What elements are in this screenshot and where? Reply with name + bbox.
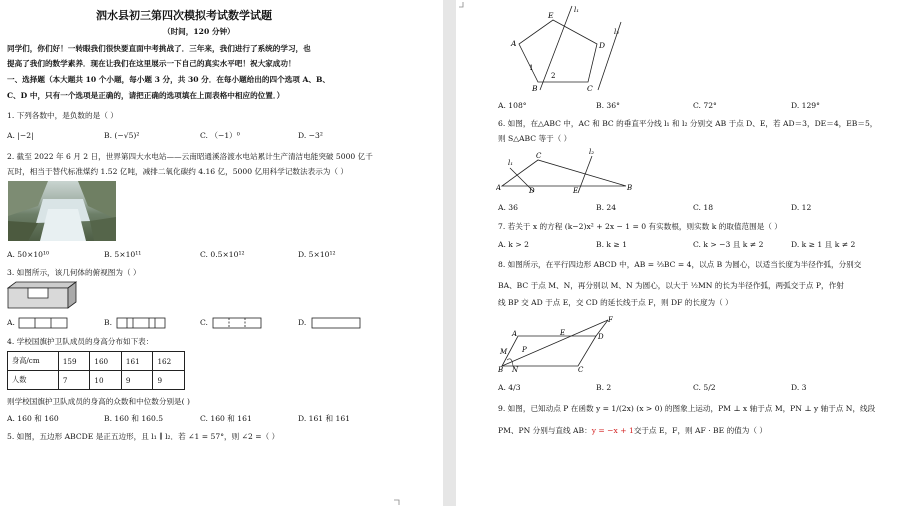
section-line-1: 一、选择题（本大题共 10 个小题，每小题 3 分，共 30 分．在每小题给出的四个选项 A、B、 <box>7 75 331 84</box>
table-cell: 身高/cm <box>8 352 59 371</box>
label-A: A <box>512 330 518 338</box>
q2-stem-line-2: 瓦时，相当于替代标准煤约 1.52 亿吨，减排二氧化碳约 4.16 亿，5000 亿用科学记数法表示为（ ） <box>7 167 348 176</box>
left-page <box>0 0 443 506</box>
q8-stem-line-2: BA、BC 于点 M、N，再分别以 M、N 为圆心，以大于 ½MN 的长为半径作弧，两弧交于点 P，作射 <box>498 281 844 290</box>
hydropower-station-photo <box>8 181 116 241</box>
q3-option-d: D. <box>298 318 307 327</box>
label-l1: l₁ <box>508 159 514 167</box>
q8-option-d: D. 3 <box>791 383 807 392</box>
q7-stem: 7. 若关于 x 的方程 (k−2)x² + 2x − 1 = 0 有实数根，则实数 k 的取值范围是（ ） <box>498 222 782 231</box>
right-page <box>456 0 900 506</box>
q2-option-c: C. 0.5×10¹² <box>200 250 245 259</box>
q1-option-c: C. （−1）⁰ <box>200 131 240 140</box>
table-cell: 10 <box>90 371 122 390</box>
q3-option-d-figure <box>311 317 363 330</box>
q4-option-b: B. 160 和 160.5 <box>104 414 164 423</box>
q3-option-b: B. <box>104 318 112 327</box>
q6-option-b: B. 24 <box>596 203 617 212</box>
label-D: D <box>529 187 535 194</box>
q9-stem-part-2: 交于点 E，F，则 AF · BE 的值为（ ） <box>633 426 767 435</box>
table-row <box>8 352 185 371</box>
q6-option-c: C. 18 <box>693 203 714 212</box>
q4-option-a: A. 160 和 160 <box>7 414 59 423</box>
label-A: A <box>511 39 517 48</box>
q7-option-d: D. k ≥ 1 且 k ≠ 2 <box>791 240 856 249</box>
q7-option-c: C. k > −3 且 k ≠ 2 <box>693 240 764 249</box>
q2-option-a: A. 50×10¹⁰ <box>7 250 50 259</box>
q3-option-b-figure <box>116 317 168 330</box>
label-E: E <box>548 11 554 20</box>
q5-option-a: A. 108° <box>498 101 527 110</box>
q5-stem: 5. 如图，五边形 ABCDE 是正五边形，且 l₁ ∥ l₂．若 ∠1 = 57°，则 ∠2 =（ ） <box>7 432 280 441</box>
table-cell: 161 <box>121 352 153 371</box>
table-cell: 人数 <box>8 371 59 390</box>
q7-option-b: B. k ≥ 1 <box>596 240 628 249</box>
q2-option-d: D. 5×10¹² <box>298 250 336 259</box>
q5-option-c: C. 72° <box>693 101 717 110</box>
label-E: E <box>560 329 566 337</box>
q3-option-c-figure <box>212 317 264 330</box>
q8-stem-line-3: 线 BP 交 AD 于点 E，交 CD 的延长线于点 F，则 DF 的长度为（ ） <box>498 298 733 307</box>
page-corner-mark <box>459 2 468 11</box>
q7-option-a: A. k > 2 <box>498 240 529 249</box>
q1-option-a: A. |−2| <box>7 131 34 140</box>
q8-parallelogram-figure <box>498 314 618 374</box>
q5-option-b: B. 36° <box>596 101 620 110</box>
label-l2: l₂ <box>589 148 595 156</box>
q4-question: 则学校国旗护卫队成员的身高的众数和中位数分别是( ) <box>7 397 190 406</box>
q6-stem-line-1: 6. 如图，在△ABC 中，AC 和 BC 的垂直平分线 l₁ 和 l₂ 分别交 AB 于点 D、E，若 AD＝3，DE＝4，EB＝5， <box>498 119 878 128</box>
label-E: E <box>573 187 579 194</box>
q5-option-d: D. 129° <box>791 101 820 110</box>
q4-option-d: D. 161 和 161 <box>298 414 351 423</box>
section-line-2: C、D 中，只有一个选项是正确的，请把正确的选项填在上面表格中相应的位置．） <box>7 91 285 100</box>
label-C: C <box>578 366 584 374</box>
q3-solid-figure <box>6 280 80 312</box>
label-l1: l₁ <box>574 6 580 14</box>
q1-option-b: B. (−√5)² <box>104 131 140 140</box>
height-table <box>7 351 185 390</box>
table-cell: 160 <box>90 352 122 371</box>
label-N: N <box>512 366 519 374</box>
label-A: A <box>496 184 502 192</box>
label-C: C <box>587 84 593 93</box>
q4-stem: 4. 学校国旗护卫队成员的身高分布如下表： <box>7 337 154 346</box>
q6-triangle-figure <box>496 146 636 194</box>
angle-label-1: 1 <box>529 64 534 72</box>
table-cell: 9 <box>121 371 153 390</box>
q9-stem-part-1: PM、PN 分别与直线 AB： <box>498 426 592 435</box>
table-row <box>8 371 185 390</box>
q3-option-c: C. <box>200 318 208 327</box>
q8-option-a: A. 4/3 <box>498 383 521 392</box>
q8-option-b: B. 2 <box>596 383 612 392</box>
label-F: F <box>608 316 613 324</box>
q2-stem-line-1: 2. 截至 2022 年 6 月 2 日，世界第四大水电站——云南昭通溪洛渡水电站累计生产清洁电能突破 5000 亿千 <box>7 152 373 161</box>
exam-title: 泗水县初三第四次模拟考试数学试题 <box>96 9 272 22</box>
q9-stem-line-1: 9. 如图，已知动点 P 在函数 y = 1/(2x) (x > 0) 的图象上运动，PM ⊥ x 轴于点 M，PN ⊥ y 轴于点 N，线段 <box>498 404 876 413</box>
dam-illustration <box>8 181 116 241</box>
q2-option-b: B. 5×10¹¹ <box>104 250 142 259</box>
label-D: D <box>599 41 606 50</box>
label-l2: l₂ <box>614 28 620 36</box>
table-cell: 159 <box>58 352 90 371</box>
table-cell: 7 <box>58 371 90 390</box>
q3-stem: 3. 如图所示，该几何体的俯视图为（ ） <box>7 268 141 277</box>
label-M: M <box>500 348 508 356</box>
label-P: P <box>522 346 527 354</box>
page-corner-mark <box>394 496 403 505</box>
q8-option-c: C. 5/2 <box>693 383 716 392</box>
q3-option-a-figure <box>18 317 70 330</box>
exam-time: （时间，120 分钟） <box>163 27 235 36</box>
label-C: C <box>536 152 542 160</box>
label-D: D <box>598 333 604 341</box>
q8-stem-line-1: 8. 如图所示，在平行四边形 ABCD 中，AB = ⅔BC = 4，以点 B 为圆心，以适当长度为半径作弧，分别交 <box>498 260 862 269</box>
q9-line-equation: y = −x + 1 <box>591 426 634 435</box>
q6-stem-line-2: 则 S△ABC 等于（ ） <box>498 134 572 143</box>
q6-option-a: A. 36 <box>498 203 518 212</box>
q4-option-c: C. 160 和 161 <box>200 414 252 423</box>
greeting-line-2: 提高了我们的数学素养．现在让我们在这里展示一下自己的真实水平吧！祝大家成功！ <box>7 59 296 68</box>
table-cell: 9 <box>153 371 185 390</box>
greeting-line-1: 同学们，你们好！一转眼我们很快要直面中考挑战了．三年来，我们进行了系统的学习，也 <box>7 44 311 53</box>
angle-label-2: 2 <box>551 72 556 80</box>
q9-stem-line-2 <box>498 426 767 436</box>
q5-pentagon-figure <box>496 4 626 94</box>
label-B: B <box>627 184 633 192</box>
q3-option-a: A. <box>7 318 15 327</box>
q1-stem: 1. 下列各数中，是负数的是（ ） <box>7 111 118 120</box>
label-B: B <box>532 84 538 93</box>
q1-option-d: D. −3² <box>298 131 323 140</box>
table-cell: 162 <box>153 352 185 371</box>
label-B: B <box>498 366 504 374</box>
q6-option-d: D. 12 <box>791 203 812 212</box>
